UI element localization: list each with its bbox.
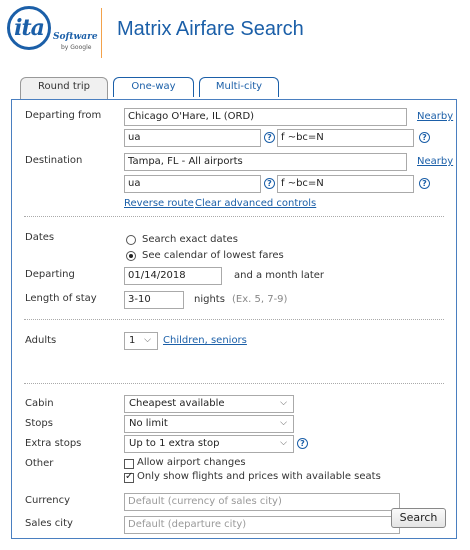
section-divider <box>24 383 444 384</box>
destination-input[interactable]: Tampa, FL - All airports <box>124 153 407 171</box>
nights-label: nights <box>194 294 225 305</box>
currency-label: Currency <box>25 495 71 506</box>
clear-advanced-controls-link[interactable]: Clear advanced controls <box>195 198 317 209</box>
header-divider <box>101 8 102 58</box>
destination-nearby-link[interactable]: Nearby <box>417 156 454 167</box>
chevron-down-icon: ⌵ <box>280 418 287 428</box>
departing-nearby-link[interactable]: Nearby <box>417 111 454 122</box>
other-label: Other <box>25 458 54 469</box>
cabin-label: Cabin <box>25 398 54 409</box>
calendar-lowest-fares-radio[interactable] <box>126 251 136 261</box>
logo-ita-mark: ita <box>7 6 51 50</box>
search-form <box>11 99 457 539</box>
departing-date-suffix: and a month later <box>234 270 325 281</box>
help-icon[interactable]: ? <box>264 178 275 189</box>
search-button[interactable]: Search <box>391 508 446 528</box>
chevron-down-icon: ⌵ <box>144 335 151 345</box>
tab-one-way[interactable]: One-way <box>113 77 194 97</box>
allow-airport-changes-label: Allow airport changes <box>137 457 246 468</box>
stops-label: Stops <box>25 418 53 429</box>
section-divider <box>24 319 444 320</box>
check-icon: ✓ <box>125 471 134 482</box>
help-icon[interactable]: ? <box>264 132 275 143</box>
calendar-lowest-fares-label: See calendar of lowest fares <box>142 250 284 261</box>
sales-city-label: Sales city <box>25 518 73 529</box>
tab-round-trip[interactable]: Round trip <box>20 77 108 101</box>
currency-input[interactable]: Default (currency of sales city) <box>124 493 400 511</box>
dates-label: Dates <box>25 232 55 243</box>
ita-software-logo[interactable] <box>7 6 97 62</box>
departing-from-label: Departing from <box>25 110 102 121</box>
stops-select[interactable] <box>124 415 294 433</box>
extra-stops-label: Extra stops <box>25 438 82 449</box>
departing-label: Departing <box>25 269 75 280</box>
departing-extension-input[interactable]: f ~bc=N <box>277 129 414 147</box>
adults-select[interactable] <box>124 332 158 350</box>
adults-value: 1 <box>129 335 136 346</box>
length-of-stay-input[interactable]: 3-10 <box>124 291 184 309</box>
allow-airport-changes-checkbox[interactable] <box>124 459 134 469</box>
search-exact-dates-label: Search exact dates <box>142 234 238 245</box>
destination-extension-input[interactable]: f ~bc=N <box>277 175 414 193</box>
chevron-down-icon: ⌵ <box>280 438 287 448</box>
sales-city-input[interactable]: Default (departure city) <box>124 516 400 534</box>
only-available-seats-checkbox[interactable] <box>124 473 134 483</box>
length-of-stay-label: Length of stay <box>25 293 97 304</box>
stops-value: No limit <box>129 418 168 429</box>
cabin-value: Cheapest available <box>129 398 225 409</box>
adults-label: Adults <box>25 335 57 346</box>
reverse-route-link[interactable]: Reverse route <box>124 198 194 209</box>
only-available-seats-label: Only show flights and prices with available seats <box>137 471 381 482</box>
destination-label: Destination <box>25 155 83 166</box>
stay-hint: (Ex. 5, 7-9) <box>232 294 288 305</box>
help-icon[interactable]: ? <box>297 438 308 449</box>
logo-software-text: Software <box>53 32 98 42</box>
departing-from-input[interactable]: Chicago O'Hare, IL (ORD) <box>124 108 407 126</box>
search-exact-dates-radio[interactable] <box>126 235 136 245</box>
help-icon[interactable]: ? <box>419 178 430 189</box>
departing-routing-input[interactable]: ua <box>124 129 261 147</box>
help-icon[interactable]: ? <box>419 132 430 143</box>
destination-routing-input[interactable]: ua <box>124 175 261 193</box>
chevron-down-icon: ⌵ <box>280 398 287 408</box>
cabin-select[interactable] <box>124 395 294 413</box>
header <box>0 0 470 70</box>
tab-multi-city[interactable]: Multi-city <box>199 77 279 97</box>
logo-google-text: by Google <box>61 44 92 51</box>
section-divider <box>24 216 444 217</box>
children-seniors-link[interactable]: Children, seniors <box>163 335 247 346</box>
departing-date-input[interactable]: 01/14/2018 <box>124 267 222 285</box>
extra-stops-select[interactable] <box>124 435 294 453</box>
extra-stops-value: Up to 1 extra stop <box>129 438 220 449</box>
page-title: Matrix Airfare Search <box>117 18 304 40</box>
